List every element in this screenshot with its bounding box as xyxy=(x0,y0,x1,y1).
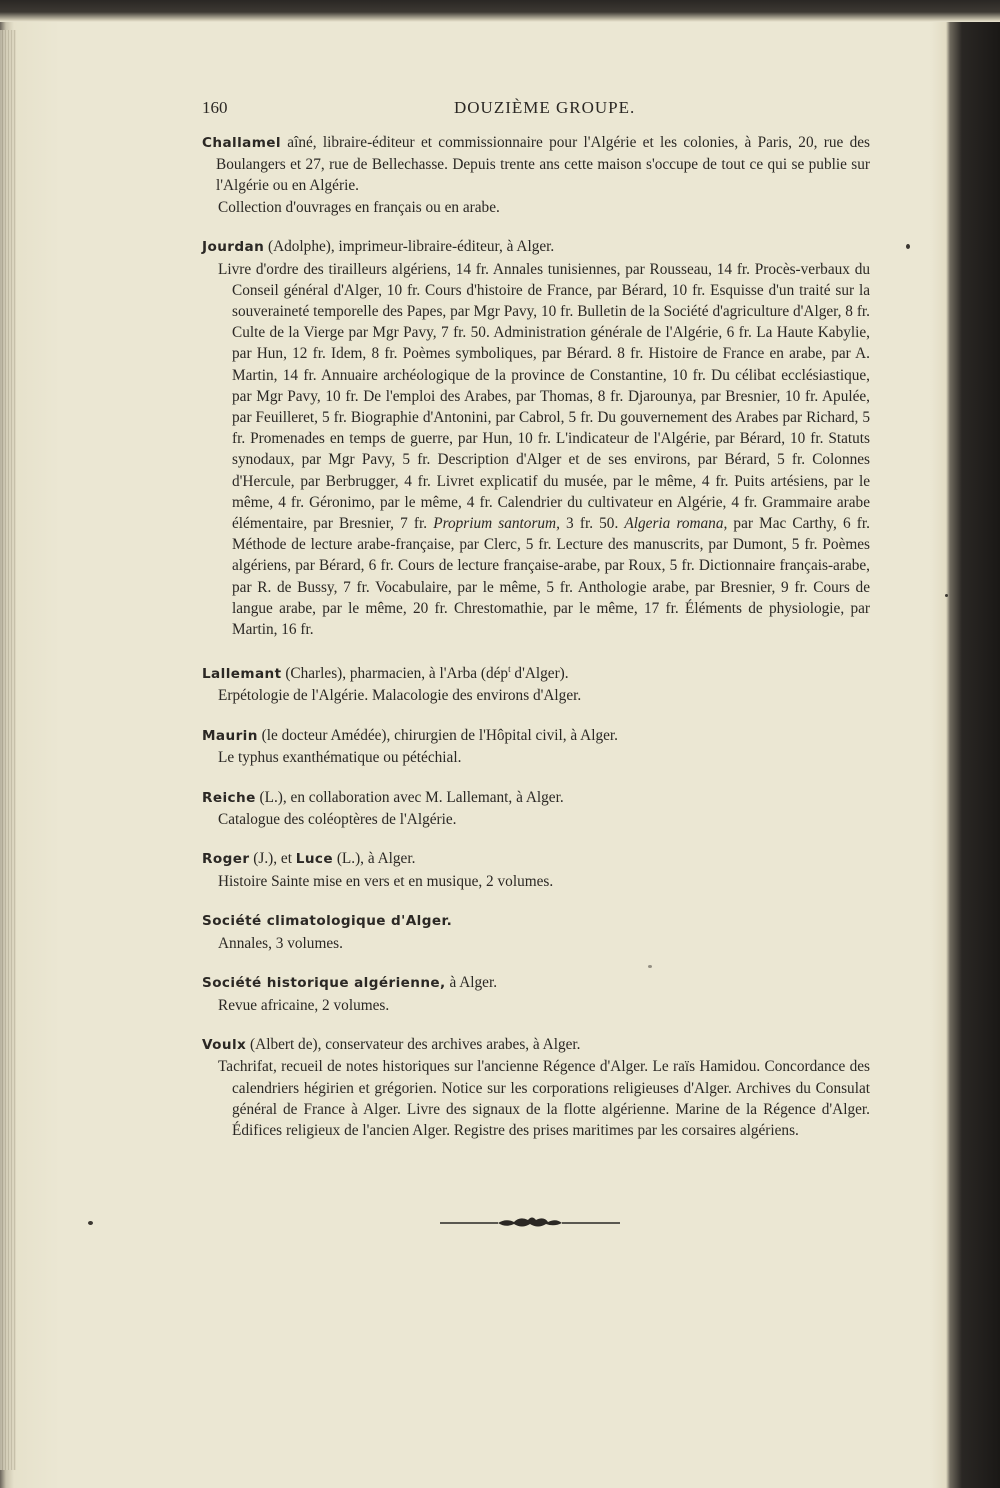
entry-description: (Charles), pharmacien, à l'Arba (dép xyxy=(281,664,509,682)
entry-works: Tachrifat, recueil de notes historiques sur l'ancienne Régence d'Alger. Le raïs Hamidou. Concordance des calendriers hégirien et grégorien. Notice sur les corporations religieuses d'Alger. Archives du Consulat général de France à Alger. Livre des signaux de la flotte algérienne. Marine de la Régence d'Alger. Édifices religieux de l'ancien Alger. Registre des prises maritimes par les corsaires algériens. xyxy=(218,1058,870,1140)
scan-speck xyxy=(906,244,910,249)
works-italic-title: Algeria romana, xyxy=(624,514,728,532)
scan-speck xyxy=(945,594,948,597)
entry-name: Lallemant xyxy=(202,665,282,682)
entry-works xyxy=(202,259,870,641)
entry-roger-luce xyxy=(202,848,870,891)
entry-description: (Albert de), conservateur des archives arabes, à Alger. xyxy=(246,1036,581,1054)
entry-heading xyxy=(202,848,870,870)
entry-name: Maurin xyxy=(202,727,258,744)
entry-list xyxy=(202,132,870,1160)
entry-societe-climatologique xyxy=(202,910,870,953)
entry-description: (J.), et xyxy=(249,850,296,868)
entry-description: (Adolphe), imprimeur-libraire-éditeur, à Alger. xyxy=(264,238,555,256)
entry-name: Société climatologique d'Alger. xyxy=(202,913,453,930)
entry-description: d'Alger). xyxy=(510,664,569,682)
entry-description: (L.), à Alger. xyxy=(333,850,416,868)
entry-name: Challamel xyxy=(202,135,281,151)
entry-works: Annales, 3 volumes. xyxy=(218,934,343,952)
abbrev-superscript: t xyxy=(508,663,511,674)
entry-name: Reiche xyxy=(202,789,256,806)
entry-name: Jourdan xyxy=(202,239,265,256)
fleuron-divider-icon xyxy=(440,1213,620,1231)
entry-works: Histoire Sainte mise en vers et en musique, 2 volumes. xyxy=(218,872,554,890)
page-number: 160 xyxy=(202,98,228,117)
entry-heading xyxy=(202,236,870,258)
works-text: par Mac Carthy, 6 fr. Méthode de lecture arabe-française, par Clerc, 5 fr. Lecture des manuscrits, par Dumont, 5 fr. Poèmes algériens, par Bérard, 6 fr. Cours de lecture française-arabe, par Roux, 5 fr. Dictionnaire français-arabe, par R. de Bussy, 7 fr. Vocabulaire, par le même, 5 fr. Anthologie arabe, par Bresnier, 9 fr. Cours de langue arabe, par le même, 20 fr. Chrestomathie, par le même, 17 fr. Éléments de physiologie, par Martin, 16 fr. xyxy=(232,514,870,638)
entry-name-secondary: Luce xyxy=(295,851,333,868)
scan-speck xyxy=(88,1221,93,1225)
entry-heading xyxy=(202,972,870,994)
entry-works: Erpétologie de l'Algérie. Malacologie des environs d'Alger. xyxy=(218,686,582,704)
entry-heading xyxy=(202,910,870,932)
entry-heading xyxy=(202,659,870,685)
entry-works: Revue africaine, 2 volumes. xyxy=(218,996,390,1014)
entry-reiche xyxy=(202,787,870,830)
scan-speck xyxy=(648,965,652,968)
works-text: Livre d'ordre des tirailleurs algériens, 14 fr. Annales tunisiennes, par Rousseau, 14 fr. Procès-verbaux du Conseil général d'Alger, 10 fr. Cours d'histoire de France, par Bérard, 10 fr. Esquisse d'un traité sur la souveraineté temporelle des Papes, par Mgr Pavy, 10 fr. Bulletin de la Société d'agriculture d'Alger, 8 fr. Culte de la Vierge par Mgr Pavy, 7 fr. 50. Administration générale de l'Algérie, 6 fr. La Haute Kabylie, par Hun, 12 fr. Idem, 8 fr. Poèmes symboliques, par Bérard. 8 fr. Histoire de France en arabe, par A. Martin, 14 fr. Annuaire archéologique de la province de Constantine, 10 fr. Du célibat ecclésiastique, par Mgr Pavy, 10 fr. De l'emploi des Arabes, par Thomas, 8 fr. Djarounya, par Bresnier, 10 fr. Apulée, par Feuilleret, 5 fr. Biographie d'Antonini, par Cabrol, 5 fr. Du gouvernement des Arabes par Richard, 5 fr. Promenades en temps de guerre, par Hun, 10 fr. L'indicateur de l'Algérie, par Bérard, 10 fr. Statuts synodaux, par Mgr Pavy, 5 fr. Description d'Alger et de ses environs, par Bérard, 5 fr. Colonnes d'Hercule, par Berbrugger, 4 fr. Livret explicatif du musée, par le même, 4 fr. Puits artésiens, par le même, 4 fr. Géronimo, par le même, 4 fr. Calendrier du cultivateur en Algérie, 4 fr. Grammaire arabe élémentaire, par Bresnier, 7 fr. xyxy=(218,260,870,532)
entry-description: à Alger. xyxy=(445,974,498,992)
entry-heading xyxy=(202,132,870,197)
entry-description: aîné, libraire-éditeur et commissionnaire pour l'Algérie et les colonies, à Paris, 20, rue des Boulangers et 27, rue de Bellechasse. Depuis trente ans cette maison s'occupe de tout ce qui se publie sur l'Algérie ou en Algérie. xyxy=(216,134,870,195)
entry-societe-historique xyxy=(202,972,870,1015)
entry-works: Collection d'ouvrages en français ou en arabe. xyxy=(218,198,500,216)
entry-description: (L.), en collaboration avec M. Lallemant, à Alger. xyxy=(255,788,564,806)
entry-challamel xyxy=(202,132,870,218)
entry-works: Catalogue des coléoptères de l'Algérie. xyxy=(218,810,457,828)
entry-heading xyxy=(202,1034,870,1056)
entry-voulx xyxy=(202,1034,870,1141)
entry-name: Société historique algérienne, xyxy=(202,975,446,992)
entry-heading xyxy=(202,787,870,809)
entry-works: Le typhus exanthématique ou pétéchial. xyxy=(218,748,462,766)
entry-description: (le docteur Amédée), chirurgien de l'Hôpital civil, à Alger. xyxy=(257,726,618,744)
entry-heading xyxy=(202,725,870,747)
entry-lallemant xyxy=(202,659,870,707)
group-title: DOUZIÈME GROUPE. xyxy=(454,98,636,117)
entry-name: Voulx xyxy=(202,1037,247,1054)
entry-name: Roger xyxy=(202,851,250,868)
entry-jourdan xyxy=(202,236,870,640)
entry-maurin xyxy=(202,725,870,768)
works-text: 3 fr. 50. xyxy=(559,514,625,532)
running-head xyxy=(202,98,882,122)
works-italic-title: Proprium santorum, xyxy=(433,514,560,532)
